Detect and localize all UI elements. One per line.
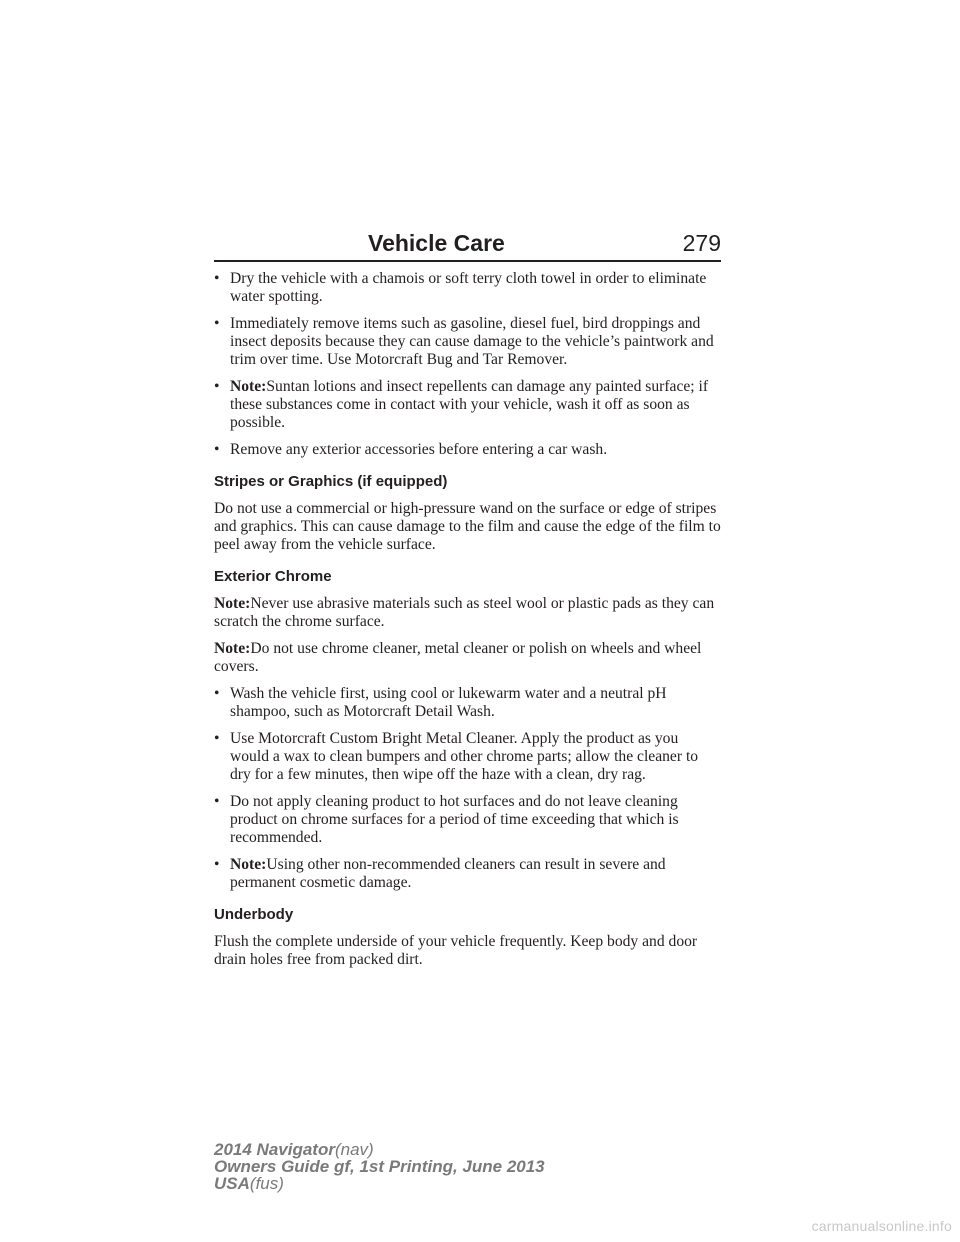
bullet-list-top [214, 270, 721, 459]
item-text: Wash the vehicle first, using cool or lukewarm water and a neutral pH shampoo, such as Motorcraft Detail Wash. [230, 685, 667, 720]
footer-line-1 [214, 1141, 545, 1158]
stripes-heading: Stripes or Graphics (if equipped) [214, 473, 448, 490]
footer-model: 2014 Navigator [214, 1140, 335, 1159]
bullet-icon: • [214, 856, 220, 873]
bullet-icon: • [214, 793, 220, 810]
bullet-icon: • [214, 315, 220, 332]
list-item [214, 270, 721, 306]
bullet-icon: • [214, 378, 220, 395]
page-number: 279 [682, 230, 721, 256]
chrome-note-1 [214, 595, 721, 631]
list-item [214, 685, 721, 721]
bullet-icon: • [214, 270, 220, 287]
list-item [214, 315, 721, 369]
note-label: Note: [214, 595, 251, 612]
item-text: Do not apply cleaning product to hot surfaces and do not leave cleaning product on chrome surfaces for a period of time exceeding that which is recommended. [230, 793, 679, 846]
chrome-heading: Exterior Chrome [214, 568, 332, 585]
item-text: Dry the vehicle with a chamois or soft terry cloth towel in order to eliminate water spotting. [230, 270, 707, 305]
note-label: Note: [214, 640, 251, 657]
footer-market: USA [214, 1174, 250, 1193]
bullet-icon: • [214, 441, 220, 458]
bullet-icon: • [214, 730, 220, 747]
bullet-list-chrome [214, 685, 721, 892]
underbody-heading: Underbody [214, 906, 294, 923]
underbody-paragraph: Flush the complete underside of your vehicle frequently. Keep body and door drain holes free from packed dirt. [214, 933, 698, 968]
item-label: Note: [230, 856, 267, 873]
page-header [214, 228, 721, 262]
note-text: Do not use chrome cleaner, metal cleaner or polish on wheels and wheel covers. [214, 640, 702, 675]
page-footer [214, 1141, 545, 1192]
stripes-paragraph: Do not use a commercial or high-pressure wand on the surface or edge of stripes and graphics. This can cause damage to the film and cause the edge of the film to peel away from the vehicle surface. [214, 500, 721, 553]
list-item [214, 793, 721, 847]
footer-market-code: (fus) [249, 1174, 284, 1193]
watermark-text: carmanualsonline.info [811, 1218, 952, 1234]
item-text: Remove any exterior accessories before entering a car wash. [230, 441, 608, 458]
list-item [214, 441, 721, 459]
list-item [214, 730, 721, 784]
item-text: Use Motorcraft Custom Bright Metal Cleaner. Apply the product as you would a wax to clean bumpers and other chrome parts; allow the cleaner to dry for a few minutes, then wipe off the haze with a clean, dry rag. [230, 730, 699, 783]
header-rule [214, 260, 721, 262]
item-text: Using other non-recommended cleaners can result in severe and permanent cosmetic damage. [230, 856, 666, 891]
item-text: Immediately remove items such as gasoline, diesel fuel, bird droppings and insect deposits because they can cause damage to the vehicle’s paintwork and trim over time. Use Motorcraft Bug and Tar Remover. [230, 315, 714, 368]
note-text: Never use abrasive materials such as steel wool or plastic pads as they can scratch the chrome surface. [214, 595, 715, 630]
footer-line-3 [214, 1175, 545, 1192]
item-label: Note: [230, 378, 267, 395]
chrome-note-2 [214, 640, 721, 676]
item-text: Suntan lotions and insect repellents can damage any painted surface; if these substances come in contact with your vehicle, wash it off as soon as possible. [230, 378, 709, 431]
page-content [214, 270, 721, 978]
footer-line-2: Owners Guide gf, 1st Printing, June 2013 [214, 1157, 545, 1176]
footer-model-code: (nav) [334, 1140, 374, 1159]
list-item [214, 378, 721, 432]
section-title: Vehicle Care [368, 230, 505, 256]
list-item [214, 856, 721, 892]
bullet-icon: • [214, 685, 220, 702]
